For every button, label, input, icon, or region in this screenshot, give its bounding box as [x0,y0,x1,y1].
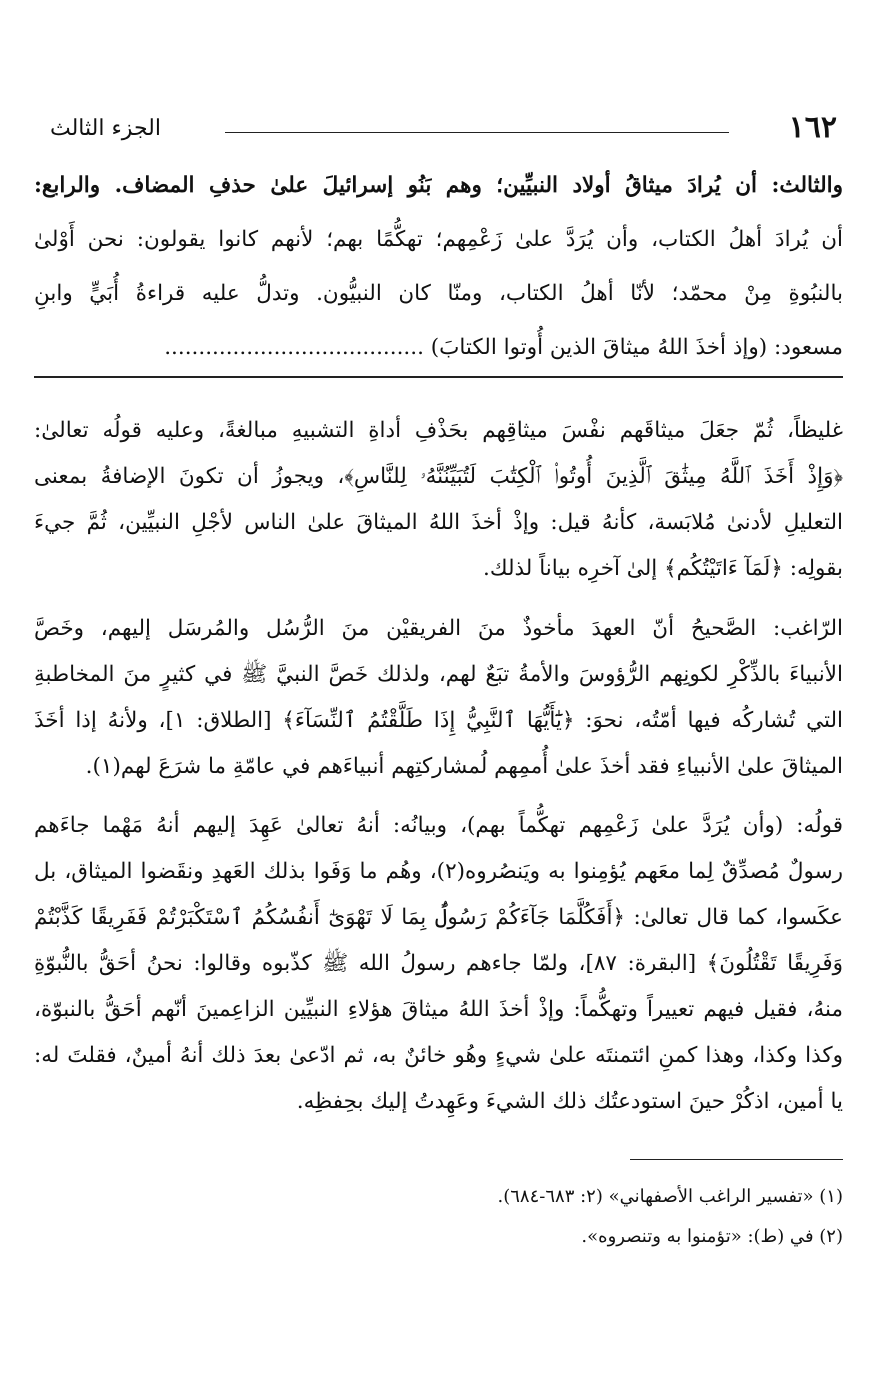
commentary-line: غليظاً، ثُمّ جعَلَ ميثاقَهم نفْسَ ميثاقِهم بحَذْفِ أداةِ التشبيهِ مبالغةً، وعليه قولُه تعالىٰ: [34,418,843,443]
commentary-line: وَفَرِيقًا تَقْتُلُونَ﴾ [البقرة: ٨٧]، ولمّا جاءهم رسولُ الله ﷺ كذّبوه وقالوا: نحنُ أحَقُّ بالنُّبوّةِ [34,951,843,976]
commentary-line: وكذا وكذا، وهذا كمنِ ائتمنتَه علىٰ شيءٍ وهُو خائنٌ به، ثم ادّعىٰ بعدَ ذلك أنهُ أمينٌ، فقلتَ له: [34,1043,843,1068]
commentary-line: الأنبياءَ بالذِّكْرِ لكونِهم الرُّؤوسَ والأمةُ تبَعٌ لهم، ولذلك خَصَّ النبيَّ ﷺ في كثيرٍ منَ المخاطبةِ [34,662,843,687]
commentary-line: قولُه: (وأن يُرَدَّ علىٰ زَعْمِهم تهكُّماً بهم)، وبيانُه: أنهُ تعالىٰ عَهِدَ إليهم أنهُ مَهْما جاءَهم [34,813,843,838]
commentary-line: الرّاغب: الصَّحيحُ أنّ العهدَ مأخوذٌ منَ الفريقيْن منَ الرُّسُل والمُرسَل إليهم، وخَصَّ [34,616,843,641]
commentary-line: ﴿وَإِذْ أَخَذَ ٱللَّهُ مِيثَٰقَ ٱلَّذِينَ أُوتُوا۟ ٱلْكِتَٰبَ لَتُبَيِّنُنَّهُۥ لِلنَّاسِ﴾، ويجوزُ أن تكونَ الإضافةُ بمعنى [34,464,843,489]
footnote: (٢) في (ط): «تؤمنوا به وتنصروه». [581,1226,843,1247]
main-text-line: بالنبُوةِ مِنْ محمّد؛ لأنّا أهلُ الكتاب، ومنّا كان النبيُّون. وتدلُّ عليه قراءةُ أُبَيٍّ وابنِ [34,281,843,306]
commentary-line: يا أمين، اذكُرْ حينَ استودعتُك ذلك الشيءَ وعَهِدتُ إليك بحِفظِه. [296,1089,843,1114]
page-header [30,110,849,150]
commentary-line: الميثاقَ علىٰ الأنبياءِ فقد أخذَ علىٰ أُممِهم لُمشاركتِهم أنبياءَهم في عامّةِ ما شرَعَ لهم(١). [85,754,843,779]
running-head: الجزء الثالث [50,116,161,141]
commentary-line: بقولِه: ﴿لَمَآ ءَاتَيْتُكُم﴾ إلىٰ آخرِه بياناً لذلك. [483,556,843,581]
commentary-line: التعليلِ لأدنىٰ مُلابَسة، كأنهُ قيل: وإذْ أخذَ اللهُ الميثاقَ علىٰ الناس لأجْلِ النبيِّين، ثُمَّ جيءَ [34,510,843,535]
main-text-line: أن يُرادَ أهلُ الكتاب، وأن يُرَدَّ علىٰ زَعْمِهم؛ تهكُّمًا بهم؛ لأنهم كانوا يقولون: نحن أَوْلىٰ [34,227,843,252]
page-number: ١٦٢ [788,110,837,145]
commentary-line: التي تُشاركُه فيها أمّتُه، نحوَ: ﴿يَٰٓأَيُّهَا ٱلنَّبِيُّ إِذَا طَلَّقْتُمُ ٱلنِّسَآءَ﴾ [الطلاق: ١]، ولأنهُ إذا أخَذَ [34,708,843,733]
commentary-line: منهُ، فقيل فيهم تعييراً وتهكُّماً: وإذْ أخذَ اللهُ ميثاقَ هؤلاءِ النبيِّين الزاعِمينَ أنّهم أحَقُّ بالنبوّة، [34,997,843,1022]
commentary-line: رسولٌ مُصدِّقٌ لِما معَهم يُؤمِنوا به ويَنصُروه(٢)، وهُم ما وَفَوا بذلك العَهدِ ونقَضوا الميثاق، بل [34,859,843,884]
header-rule [225,132,729,133]
main-text-line: مسعود: (وإذ أخذَ اللهُ ميثاقَ الذين أُوتوا الكتابَ) ...................................... [164,335,843,360]
main-text-line: والثالث: أن يُرادَ ميثاقُ أولاد النبيِّين؛ وهم بَنُو إسرائيلَ علىٰ حذفِ المضاف. والرابع: [34,173,843,198]
footnote-divider [630,1159,843,1160]
footnote: (١) «تفسير الراغب الأصفهاني» (٢: ٦٨٣-٦٨٤). [497,1186,843,1207]
main-text-divider [34,376,843,378]
commentary-line: عكَسوا، كما قال تعالىٰ: ﴿أَفَكُلَّمَا جَآءَكُمْ رَسُولٌۢ بِمَا لَا تَهْوَىٰٓ أَنفُسُكُمُ ٱسْتَكْبَرْتُمْ فَفَرِيقًا كَذَّبْتُمْ [34,905,843,930]
